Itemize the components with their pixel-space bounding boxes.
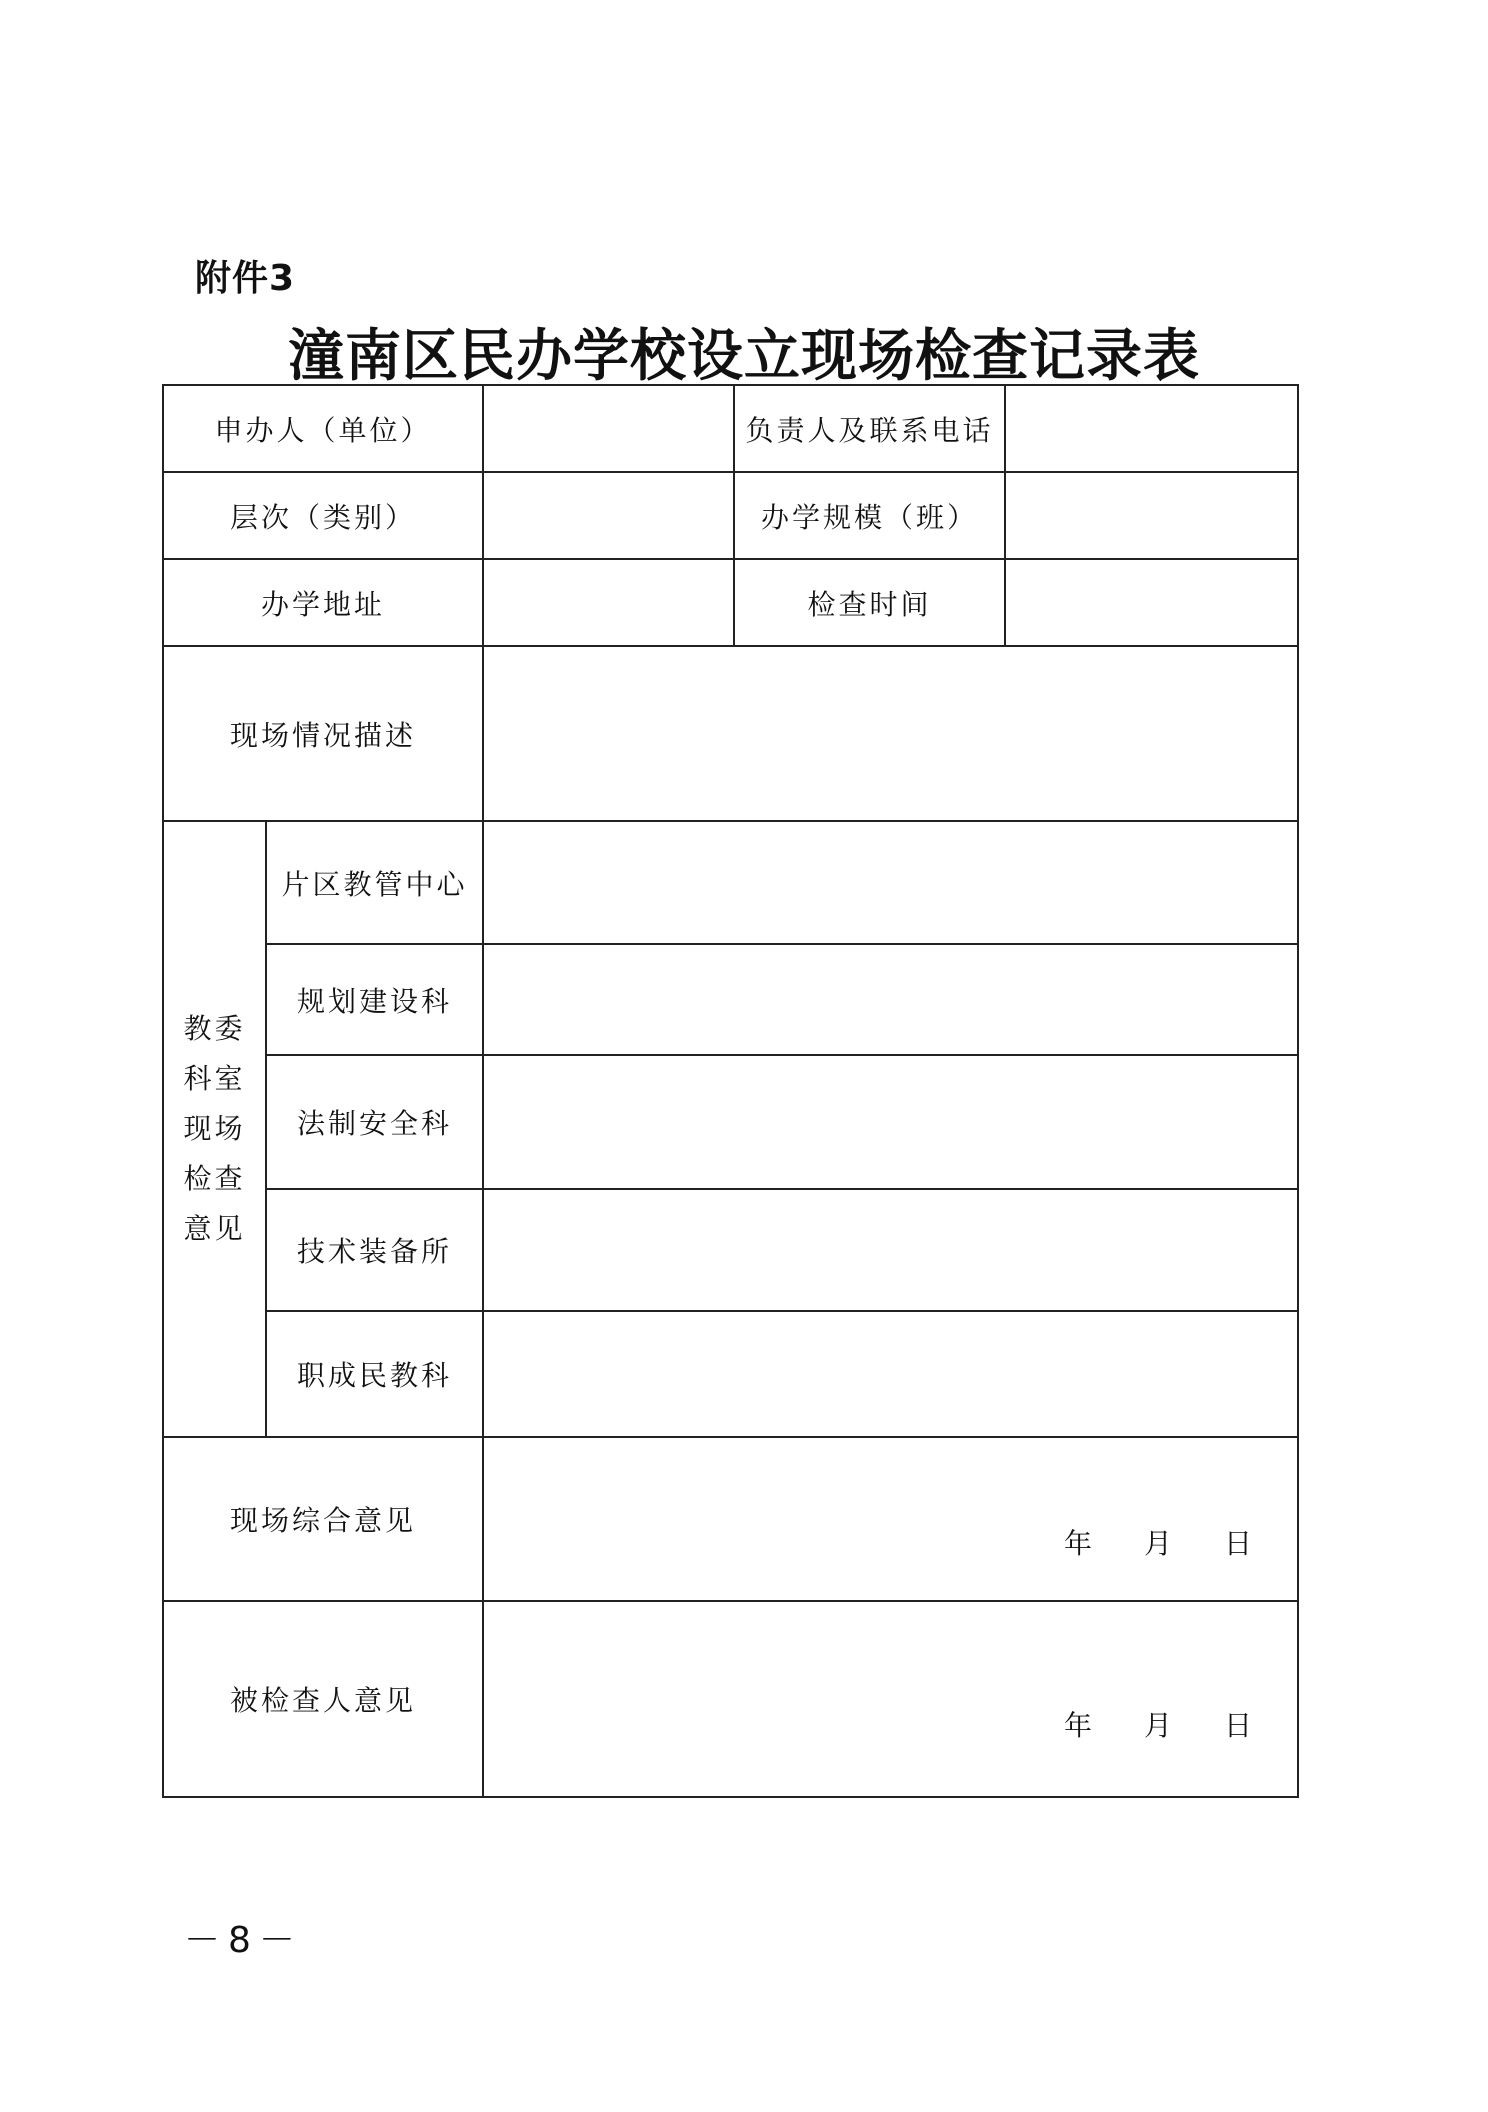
committee-opinions-label xyxy=(163,821,266,1437)
inspection-time-field[interactable] xyxy=(1005,559,1298,646)
form-row-description xyxy=(163,646,1298,821)
date-line xyxy=(1064,1704,1252,1744)
form-row-department xyxy=(163,1311,1298,1437)
department-field-legal-safety[interactable] xyxy=(483,1055,1298,1189)
form-row-address xyxy=(163,559,1298,646)
inspectee-opinion-label: 被检查人意见 xyxy=(163,1601,483,1797)
form-row-applicant xyxy=(163,385,1298,472)
level-label: 层次（类别） xyxy=(163,472,483,559)
department-field-district-center[interactable] xyxy=(483,821,1298,944)
form-row-level xyxy=(163,472,1298,559)
form-row-department xyxy=(163,944,1298,1055)
committee-label-line: 检查 xyxy=(183,1162,246,1195)
department-label-vocational: 职成民教科 xyxy=(266,1311,483,1437)
committee-label-line: 科室 xyxy=(183,1062,246,1095)
level-field[interactable] xyxy=(483,472,734,559)
description-label: 现场情况描述 xyxy=(163,646,483,821)
overall-opinion-label: 现场综合意见 xyxy=(163,1437,483,1601)
applicant-field[interactable] xyxy=(483,385,734,472)
attachment-label: 附件3 xyxy=(195,258,296,299)
date-line xyxy=(1064,1522,1252,1562)
scale-label: 办学规模（班） xyxy=(734,472,1005,559)
overall-opinion-field[interactable] xyxy=(483,1437,1298,1601)
form-row-inspectee-opinion xyxy=(163,1601,1298,1797)
inspection-time-label: 检查时间 xyxy=(734,559,1005,646)
scale-field[interactable] xyxy=(1005,472,1298,559)
department-label-equipment: 技术装备所 xyxy=(266,1189,483,1311)
day-label: 日 xyxy=(1224,1709,1253,1742)
document-title: 潼南区民办学校设立现场检查记录表 xyxy=(288,323,1200,389)
page-number: －8－ xyxy=(184,1920,303,1961)
contact-label: 负责人及联系电话 xyxy=(734,385,1005,472)
department-label-planning: 规划建设科 xyxy=(266,944,483,1055)
committee-label-line: 意见 xyxy=(183,1212,246,1245)
address-label: 办学地址 xyxy=(163,559,483,646)
department-field-planning[interactable] xyxy=(483,944,1298,1055)
form-row-department xyxy=(163,821,1298,944)
applicant-label: 申办人（单位） xyxy=(163,385,483,472)
year-label: 年 xyxy=(1063,1527,1092,1560)
address-field[interactable] xyxy=(483,559,734,646)
month-label: 月 xyxy=(1143,1709,1172,1742)
inspectee-opinion-field[interactable] xyxy=(483,1601,1298,1797)
department-field-equipment[interactable] xyxy=(483,1189,1298,1311)
inspection-record-form xyxy=(162,384,1299,1798)
form-row-department xyxy=(163,1055,1298,1189)
committee-label-line: 教委 xyxy=(183,1012,246,1045)
day-label: 日 xyxy=(1224,1527,1253,1560)
description-field[interactable] xyxy=(483,646,1298,821)
contact-field[interactable] xyxy=(1005,385,1298,472)
form-row-department xyxy=(163,1189,1298,1311)
month-label: 月 xyxy=(1143,1527,1172,1560)
department-label-district-center: 片区教管中心 xyxy=(266,821,483,944)
department-label-legal-safety: 法制安全科 xyxy=(266,1055,483,1189)
committee-label-line: 现场 xyxy=(183,1112,246,1145)
form-row-overall-opinion xyxy=(163,1437,1298,1601)
department-field-vocational[interactable] xyxy=(483,1311,1298,1437)
year-label: 年 xyxy=(1063,1709,1092,1742)
